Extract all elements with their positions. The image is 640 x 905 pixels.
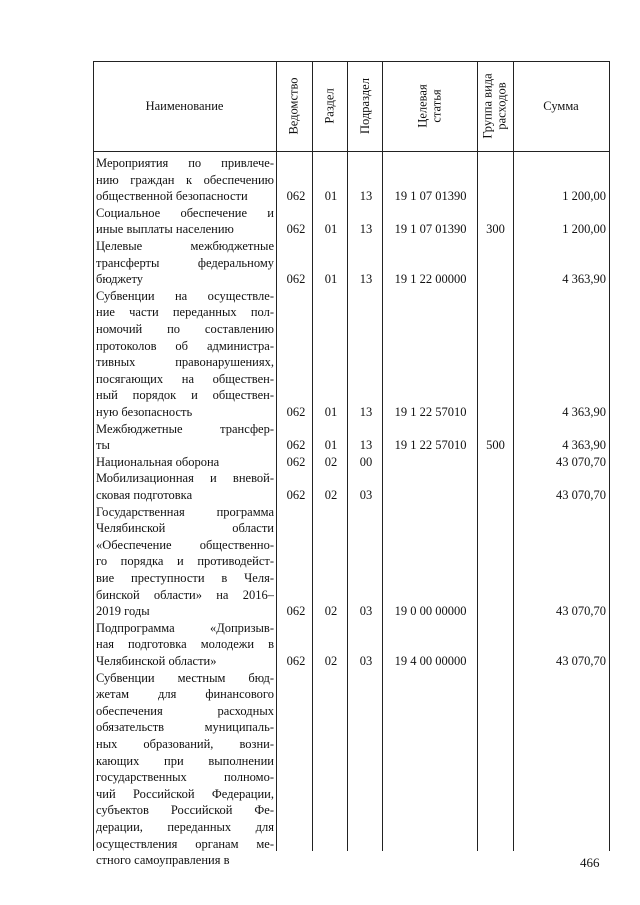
header-gruppa-label bbox=[481, 73, 509, 138]
row-razdel: 01 bbox=[324, 272, 338, 287]
table-row bbox=[93, 421, 610, 454]
row-name-line: жетам для финансового bbox=[96, 687, 274, 702]
row-razdel: 02 bbox=[324, 487, 338, 502]
header-razdel bbox=[312, 61, 347, 151]
header-gruppa-line2: расходов bbox=[495, 82, 510, 130]
row-name bbox=[96, 238, 274, 288]
row-name-line: Субвенции на осуществле- bbox=[96, 288, 274, 303]
row-name-line: Субвенции местным бюд- bbox=[96, 670, 274, 685]
row-podrazdel: 00 bbox=[359, 454, 373, 469]
header-razdel-label: Раздел bbox=[322, 88, 337, 124]
table-row bbox=[93, 155, 610, 205]
row-celevaya: 19 0 00 00000 bbox=[394, 604, 467, 619]
row-name-line: Челябинской области bbox=[96, 521, 274, 536]
row-name-line: Межбюджетные трансфер- bbox=[96, 421, 274, 436]
row-name-line: нию граждан к обеспечению bbox=[96, 172, 274, 187]
table-row bbox=[93, 205, 610, 238]
row-name-line: Мероприятия по привлече- bbox=[96, 156, 274, 171]
row-podrazdel: 13 bbox=[359, 222, 373, 237]
row-name-line: го порядка и противодейст- bbox=[96, 554, 274, 569]
row-summa: 1 200,00 bbox=[562, 222, 606, 237]
header-gruppa-line1: Группа вида bbox=[481, 73, 496, 139]
row-name-line: Социальное обеспечение и bbox=[96, 205, 274, 220]
row-name-line: Государственная программа bbox=[96, 504, 274, 519]
row-name-line: ты bbox=[96, 438, 110, 453]
row-name-line: бюджету bbox=[96, 272, 143, 287]
row-celevaya: 19 1 22 57010 bbox=[394, 438, 467, 453]
row-celevaya: 19 1 22 57010 bbox=[394, 405, 467, 419]
row-podrazdel: 03 bbox=[359, 604, 373, 619]
row-summa: 43 070,70 bbox=[556, 487, 606, 502]
header-name-label: Наименование bbox=[145, 99, 224, 113]
row-podrazdel: 03 bbox=[359, 487, 373, 502]
header-bottom-border bbox=[93, 151, 610, 152]
row-name bbox=[96, 470, 274, 503]
row-razdel: 02 bbox=[324, 654, 338, 668]
header-vedomstvo bbox=[276, 61, 312, 151]
row-name-line: трансферты федеральному bbox=[96, 255, 274, 270]
table-row bbox=[93, 454, 610, 471]
row-name bbox=[96, 670, 274, 869]
row-gruppa: 300 bbox=[486, 222, 505, 237]
row-celevaya: 19 1 07 01390 bbox=[394, 222, 467, 237]
row-name-line: бинской области» на 2016– bbox=[96, 587, 274, 602]
row-name-line: обязательств муниципаль- bbox=[96, 720, 274, 735]
row-summa: 1 200,00 bbox=[562, 189, 606, 204]
row-name-line: иные выплаты населению bbox=[96, 222, 234, 237]
row-name bbox=[96, 155, 274, 205]
row-razdel: 02 bbox=[324, 604, 338, 619]
row-summa: 4 363,90 bbox=[562, 405, 606, 419]
row-name-line: «Обеспечение общественно- bbox=[96, 537, 274, 552]
row-name bbox=[96, 454, 274, 471]
header-celevaya-line1: Целевая bbox=[415, 84, 430, 128]
row-name-line: ную безопасность bbox=[96, 405, 193, 419]
row-podrazdel: 13 bbox=[359, 272, 373, 287]
row-vedomstvo: 062 bbox=[286, 454, 306, 469]
row-name-line: тивных правонарушениях, bbox=[96, 355, 274, 370]
row-name-line: протоколов об администра- bbox=[96, 338, 274, 353]
row-name-line: вие преступности в Челя- bbox=[96, 571, 274, 585]
row-name-line: стного самоуправления в bbox=[96, 853, 230, 868]
row-vedomstvo: 062 bbox=[286, 487, 306, 502]
row-name-line: кающих при выполнении bbox=[96, 753, 274, 768]
row-name bbox=[96, 504, 274, 620]
row-razdel: 01 bbox=[324, 438, 338, 453]
row-summa: 43 070,70 bbox=[556, 454, 606, 469]
row-name-line: сковая подготовка bbox=[96, 487, 193, 502]
table-row bbox=[93, 238, 610, 288]
row-podrazdel: 13 bbox=[359, 189, 373, 204]
row-razdel: 01 bbox=[324, 222, 338, 237]
table-row bbox=[93, 670, 610, 869]
row-vedomstvo: 062 bbox=[286, 654, 306, 668]
header-summa-label: Сумма bbox=[543, 99, 579, 113]
header-celevaya-line2: статья bbox=[429, 89, 444, 123]
row-celevaya: 19 4 00 00000 bbox=[394, 654, 467, 668]
row-name-line: ный порядок и обществен- bbox=[96, 388, 274, 403]
row-name bbox=[96, 205, 274, 238]
row-razdel: 01 bbox=[324, 189, 338, 204]
row-summa: 4 363,90 bbox=[562, 272, 606, 287]
row-vedomstvo: 062 bbox=[286, 222, 306, 237]
header-podrazdel bbox=[347, 61, 382, 151]
header-summa bbox=[513, 61, 609, 151]
row-razdel: 02 bbox=[324, 454, 338, 469]
row-name-line: Национальная оборона bbox=[96, 454, 220, 469]
row-name-line: 2019 годы bbox=[96, 604, 150, 619]
row-vedomstvo: 062 bbox=[286, 272, 306, 287]
row-gruppa: 500 bbox=[486, 438, 505, 453]
row-name bbox=[96, 288, 274, 421]
row-name-line: дерации, переданных для bbox=[96, 820, 274, 834]
row-name-line: чий Российской Федерации, bbox=[96, 786, 274, 801]
row-name-line: номочий по составлению bbox=[96, 322, 274, 337]
table-row bbox=[93, 620, 610, 670]
row-vedomstvo: 062 bbox=[286, 405, 306, 419]
row-celevaya: 19 1 07 01390 bbox=[394, 189, 467, 204]
row-name-line: Мобилизационная и вневой- bbox=[96, 471, 274, 486]
header-podrazdel-label: Подраздел bbox=[357, 78, 372, 134]
row-name-line: ных образований, возни- bbox=[96, 737, 274, 752]
row-vedomstvo: 062 bbox=[286, 438, 306, 453]
row-name bbox=[96, 620, 274, 670]
row-vedomstvo: 062 bbox=[286, 604, 306, 619]
row-podrazdel: 03 bbox=[359, 654, 373, 668]
row-name-line: субъектов Российской Фе- bbox=[96, 803, 274, 818]
row-celevaya: 19 1 22 00000 bbox=[394, 272, 467, 287]
row-name-line: государственных полномо- bbox=[96, 770, 274, 785]
row-summa: 43 070,70 bbox=[556, 654, 606, 668]
row-summa: 4 363,90 bbox=[562, 438, 606, 453]
row-vedomstvo: 062 bbox=[286, 189, 306, 204]
row-podrazdel: 13 bbox=[359, 438, 373, 453]
header-gruppa bbox=[477, 61, 513, 151]
header-vedomstvo-label: Ведомство bbox=[287, 77, 301, 135]
row-name-line: Челябинской области» bbox=[96, 654, 217, 668]
table-row bbox=[93, 288, 610, 421]
row-name-line: осуществления органам ме- bbox=[96, 836, 274, 851]
row-name-line: ная подготовка молодежи в bbox=[96, 637, 274, 652]
row-name-line: Подпрограмма «Допризыв- bbox=[96, 620, 274, 635]
row-name-line: посягающих на обществен- bbox=[96, 371, 274, 386]
row-name-line: общественной безопасности bbox=[96, 189, 248, 204]
row-name bbox=[96, 421, 274, 454]
row-summa: 43 070,70 bbox=[556, 604, 606, 619]
page-number: 466 bbox=[580, 855, 600, 870]
row-name-line: обеспечения расходных bbox=[96, 703, 274, 718]
row-razdel: 01 bbox=[324, 405, 338, 419]
header-celevaya bbox=[382, 61, 477, 151]
row-podrazdel: 13 bbox=[359, 405, 373, 419]
header-celevaya-label bbox=[416, 84, 444, 127]
table-row bbox=[93, 470, 610, 503]
header-name bbox=[93, 61, 276, 151]
table-row bbox=[93, 504, 610, 620]
row-name-line: Целевые межбюджетные bbox=[96, 239, 274, 254]
row-name-line: ние части переданных пол- bbox=[96, 305, 274, 320]
